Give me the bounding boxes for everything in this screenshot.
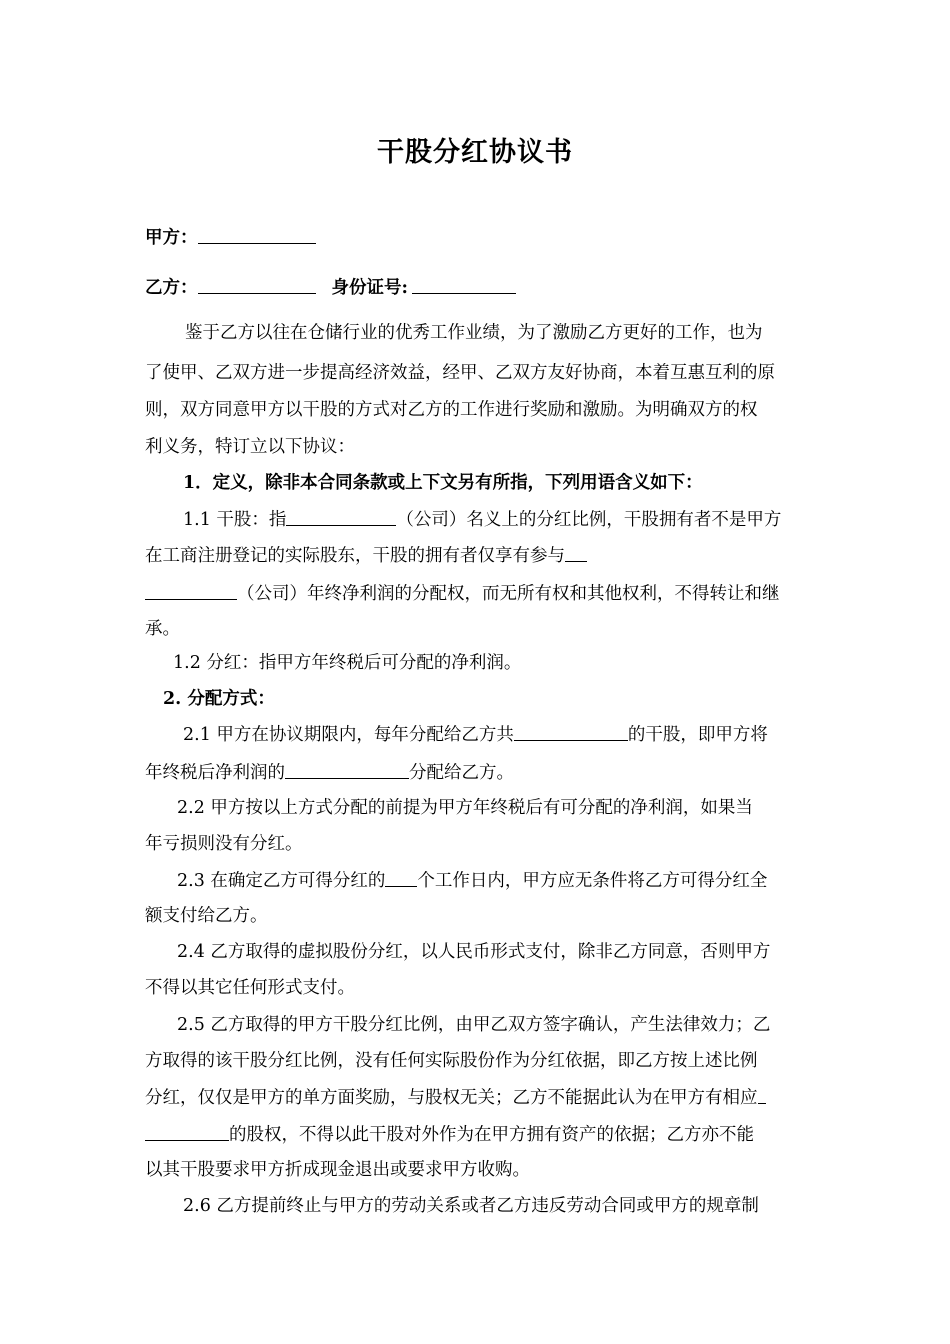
clause-2-3-line-2: 额支付给乙方。	[145, 906, 268, 926]
section-2-heading: 2. 分配方式：	[163, 689, 275, 709]
intro-line-2: 了使甲、乙双方进一步提高经济效益，经甲、乙双方友好协商，本着互惠互利的原	[145, 363, 775, 383]
clause-2-2-line-2: 年亏损则没有分红。	[145, 834, 303, 854]
clause-2-4-line-1: 2.4 乙方取得的虚拟股份分红，以人民币形式支付，除非乙方同意，否则甲方	[177, 942, 771, 962]
clause-2-5-line-1: 2.5 乙方取得的甲方干股分红比例，由甲乙双方签字确认，产生法律效力；乙	[177, 1015, 771, 1035]
party-a-blank	[198, 226, 316, 244]
clause-2-4-line-2: 不得以其它任何形式支付。	[145, 978, 355, 998]
party-b-label: 乙方：	[145, 278, 198, 298]
party-a-line	[145, 226, 808, 249]
clause-2-5-line-5: 以其干股要求甲方折成现金退出或要求甲方收购。	[145, 1160, 530, 1180]
id-number-blank	[412, 276, 516, 294]
intro-line-1: 鉴于乙方以往在仓储行业的优秀工作业绩，为了激励乙方更好的工作，也为	[185, 323, 763, 343]
clause-2-1-line-2: 年终税后净利润的 分配给乙方。	[145, 763, 514, 783]
profit-share-blank	[285, 761, 409, 779]
company-blank	[286, 508, 396, 526]
clause-1-1-line-2: 在工商注册登记的实际股东，干股的拥有者仅享有参与	[145, 544, 808, 567]
share-blank	[514, 723, 628, 741]
intro-line-4: 利义务，特订立以下协议：	[145, 437, 355, 457]
party-a-label: 甲方：	[145, 228, 198, 248]
section-1-heading: 1．定义，除非本合同条款或上下文另有所指，下列用语含义如下：	[183, 473, 703, 493]
clause-1-2: 1.2 分红：指甲方年终税后可分配的净利润。	[173, 653, 522, 673]
intro-line-3: 则，双方同意甲方以干股的方式对乙方的工作进行奖励和激励。为明确双方的权	[145, 400, 758, 420]
clause-2-1-line-1: 2.1 甲方在协议期限内，每年分配给乙方共 的干股，即甲方将	[183, 725, 768, 745]
workdays-blank	[385, 869, 417, 887]
equity-blank	[145, 1123, 229, 1141]
clause-2-5-line-3: 分红，仅仅是甲方的单方面奖励，与股权无关；乙方不能据此认为在甲方有相应	[145, 1086, 808, 1109]
clause-2-5-line-4: 的股权，不得以此干股对外作为在甲方拥有资产的依据；乙方亦不能	[145, 1123, 808, 1146]
party-b-blank	[198, 276, 316, 294]
clause-1-1-line-1: 1.1 干股：指 （公司）名义上的分红比例，干股拥有者不是甲方	[183, 510, 782, 530]
company-blank-2	[145, 582, 237, 600]
clause-1-1-line-4: 承。	[145, 619, 180, 639]
party-b-line	[145, 276, 808, 299]
document-title: 干股分红协议书	[377, 137, 573, 168]
clause-1-1-line-3: （公司）年终净利润的分配权，而无所有权和其他权利，不得转让和继	[145, 582, 808, 605]
clause-2-2-line-1: 2.2 甲方按以上方式分配的前提为甲方年终税后有可分配的净利润，如果当	[177, 798, 753, 818]
clause-2-6-line-1: 2.6 乙方提前终止与甲方的劳动关系或者乙方违反劳动合同或甲方的规章制	[183, 1196, 759, 1216]
clause-2-5-line-2: 方取得的该干股分红比例，没有任何实际股份作为分红依据，即乙方按上述比例	[145, 1051, 758, 1071]
id-number-label: 身份证号:	[331, 278, 408, 298]
clause-2-3-line-1: 2.3 在确定乙方可得分红的 个工作日内，甲方应无条件将乙方可得分红全	[177, 871, 768, 891]
